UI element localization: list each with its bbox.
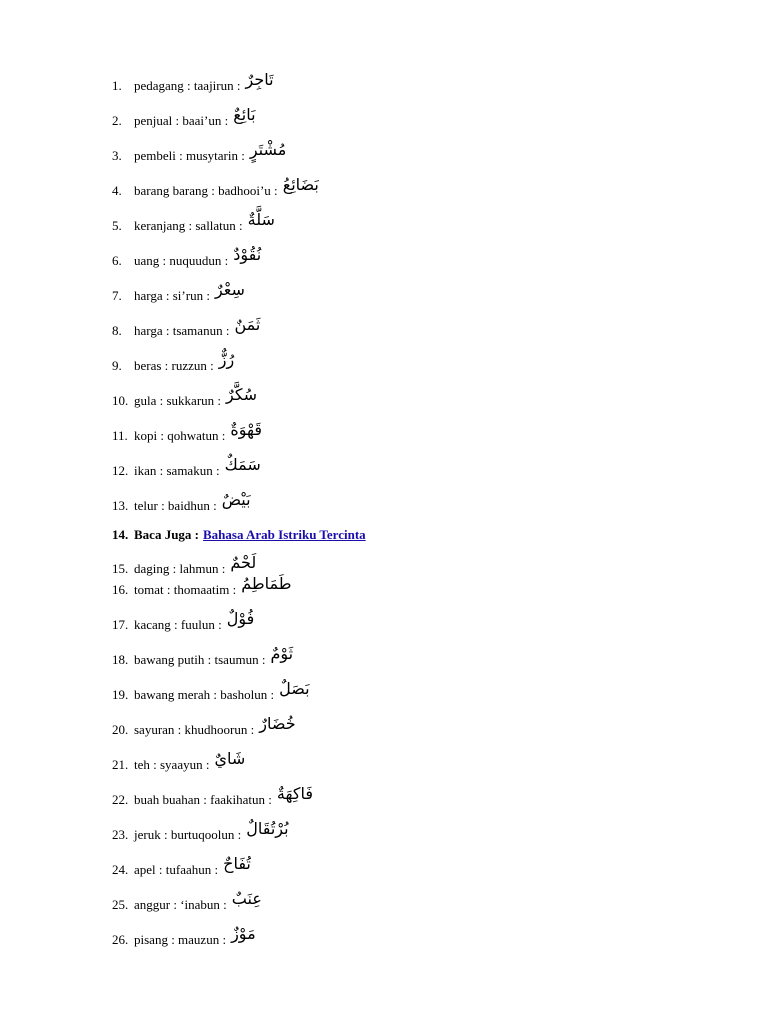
item-number: 10. (112, 393, 129, 408)
item-arabic: عِنَبٌ (231, 889, 262, 908)
list-item (112, 708, 728, 738)
item-term: barang barang : badhooi’u : (134, 183, 278, 198)
list-item (112, 64, 728, 94)
see-also-row (112, 513, 728, 543)
item-number: 22. (112, 792, 129, 807)
item-arabic: بَضَائِعُ (282, 175, 319, 194)
item-number: 7. (112, 288, 122, 303)
item-term: telur : baidhun : (134, 498, 217, 513)
item-term: jeruk : burtuqoolun : (134, 827, 242, 842)
item-term: pedagang : taajirun : (134, 78, 241, 93)
item-arabic: بَصَلٌ (279, 679, 310, 698)
list-item (112, 883, 728, 913)
list-item (112, 134, 728, 164)
list-item (112, 379, 728, 409)
list-item (112, 169, 728, 199)
item-arabic: لَحْمٌ (230, 553, 257, 572)
item-number: 13. (112, 498, 129, 513)
item-number: 3. (112, 148, 122, 163)
item-arabic: فَاكِهَةٌ (276, 784, 313, 803)
item-number: 9. (112, 358, 122, 373)
item-term: daging : lahmun : (134, 561, 226, 576)
item-arabic: سَمَكٌ (224, 455, 261, 474)
item-number: 14. (112, 527, 129, 542)
item-number: 5. (112, 218, 122, 233)
item-arabic: نُقُوْدٌ (233, 245, 262, 264)
item-term: pisang : mauzun : (134, 932, 227, 947)
list-item (112, 673, 728, 703)
item-arabic: فُوْلٌ (226, 609, 255, 628)
item-number: 23. (112, 827, 129, 842)
item-term: kopi : qohwatun : (134, 428, 226, 443)
list-item (112, 743, 728, 773)
item-arabic: قَهْوَةٌ (230, 420, 263, 439)
item-number: 15. (112, 561, 129, 576)
list-item (112, 414, 728, 444)
see-also-label: Baca Juga : (134, 527, 199, 542)
item-number: 24. (112, 862, 129, 877)
item-arabic: بَيْضٌ (221, 490, 251, 509)
item-term: beras : ruzzun : (134, 358, 214, 373)
item-term: keranjang : sallatun : (134, 218, 243, 233)
item-term: penjual : baai’un : (134, 113, 229, 128)
item-term: bawang merah : basholun : (134, 687, 275, 702)
item-number: 26. (112, 932, 129, 947)
item-term: uang : nuquudun : (134, 253, 229, 268)
item-term: bawang putih : tsaumun : (134, 652, 266, 667)
item-number: 4. (112, 183, 122, 198)
item-term: sayuran : khudhoorun : (134, 722, 255, 737)
item-number: 19. (112, 687, 129, 702)
item-number: 21. (112, 757, 129, 772)
list-item (112, 344, 728, 374)
list-item (112, 449, 728, 479)
item-number: 1. (112, 78, 122, 93)
item-arabic: سُكَّرٌ (226, 385, 258, 404)
list-item (112, 568, 728, 598)
item-number: 2. (112, 113, 122, 128)
item-arabic: سَلَّةٌ (247, 210, 275, 229)
item-arabic: ثَمَنٌ (234, 315, 261, 334)
item-arabic: مَوْزٌ (231, 924, 256, 943)
item-arabic: سِعْرٌ (214, 280, 245, 299)
item-term: harga : tsamanun : (134, 323, 230, 338)
list-item (112, 918, 728, 948)
item-term: buah buahan : faakihatun : (134, 792, 272, 807)
see-also-link[interactable]: Bahasa Arab Istriku Tercinta (203, 527, 366, 542)
item-arabic: شَايٌ (214, 749, 246, 768)
item-arabic: بَائِعٌ (233, 105, 256, 124)
item-number: 18. (112, 652, 129, 667)
list-item (112, 813, 728, 843)
item-arabic: ثَوْمٌ (270, 644, 294, 663)
list-item (112, 204, 728, 234)
list-item (112, 603, 728, 633)
item-term: ikan : samakun : (134, 463, 220, 478)
item-term: tomat : thomaatim : (134, 582, 237, 597)
list-item (112, 309, 728, 339)
item-number: 12. (112, 463, 129, 478)
item-number: 6. (112, 253, 122, 268)
list-item (112, 274, 728, 304)
item-arabic: بُرْتُقَالٌ (246, 819, 289, 838)
item-number: 11. (112, 428, 128, 443)
item-arabic: رُزٌّ (218, 350, 235, 369)
list-item (112, 638, 728, 668)
item-arabic: طَمَاطِمُ (241, 574, 292, 593)
item-term: harga : si’run : (134, 288, 210, 303)
item-term: pembeli : musytarin : (134, 148, 245, 163)
item-number: 8. (112, 323, 122, 338)
item-term: kacang : fuulun : (134, 617, 222, 632)
list-item (112, 778, 728, 808)
item-number: 25. (112, 897, 129, 912)
item-term: gula : sukkarun : (134, 393, 222, 408)
item-arabic: تَاجِرٌ (245, 70, 274, 89)
list-item (112, 848, 728, 878)
item-arabic: تُفَاحٌ (223, 854, 251, 873)
item-number: 16. (112, 582, 129, 597)
list-item (112, 99, 728, 129)
item-number: 17. (112, 617, 129, 632)
list-item (112, 239, 728, 269)
list-item (112, 484, 728, 514)
item-term: anggur : ‘inabun : (134, 897, 227, 912)
item-term: apel : tufaahun : (134, 862, 219, 877)
item-term: teh : syaayun : (134, 757, 210, 772)
item-arabic: خُضَارٌ (259, 714, 296, 733)
item-number: 20. (112, 722, 129, 737)
item-arabic: مُشْتَرٍ (249, 140, 287, 159)
